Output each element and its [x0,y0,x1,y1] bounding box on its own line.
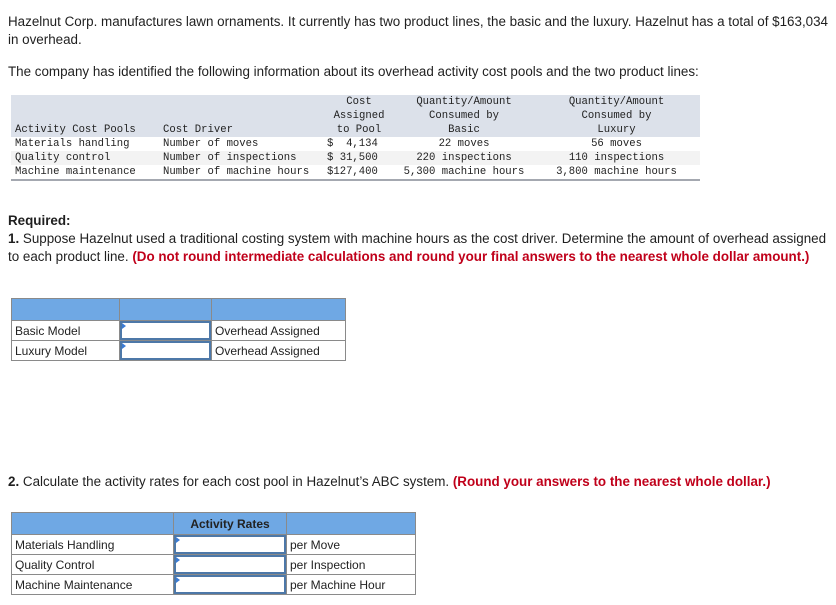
overhead-assigned-table [11,298,346,361]
cost-assigned: $ 31,500 [323,151,395,165]
answer-cell [174,575,287,595]
activity-rates-table [11,512,416,595]
table-row [12,341,346,361]
col-header-basic: Quantity/Amount Consumed by Basic [395,95,533,137]
row-unit: per Inspection [287,555,416,575]
answer-cell [174,555,287,575]
cost-assigned: $127,400 [327,166,378,178]
question-1-text: Suppose Hazelnut used a traditional costing system with machine hours as the cost driver. Determine the amount of overhead assigned to each product line. [8,231,827,264]
header-cell [212,299,346,321]
answer-cell [174,535,287,555]
row-label: Luxury Model [12,341,120,361]
header-cell [12,299,120,321]
col-header-luxury: Quantity/Amount Consumed by Luxury [533,95,700,137]
table-row [12,321,346,341]
question-2-number: 2. [8,474,20,489]
luxury-quantity: 56 moves [591,138,642,150]
answer-cell [120,321,212,341]
question-2-instruction: (Round your answers to the nearest whole dollar.) [452,474,771,489]
row-label: Basic Model [12,321,120,341]
luxury-quantity: 3,800 machine hours [556,166,677,178]
row-label: Quality Control [12,555,174,575]
pool-name: Quality control [11,151,159,165]
activity-cost-pools-table [11,95,700,181]
basic-quantity: 5,300 machine hours [403,166,525,178]
materials-handling-rate-input[interactable] [174,535,286,554]
pool-name: Machine maintenance [15,166,136,178]
luxury-model-overhead-input[interactable] [120,341,211,360]
col-header-cost: Cost Assigned to Pool [323,95,395,137]
required-heading: Required: [8,213,71,228]
table-row [11,165,700,180]
luxury-quantity: 110 inspections [533,151,700,165]
question-1-instruction: (Do not round intermediate calculations and round your final answers to the nearest whole dollar amount.) [132,249,810,264]
intro-paragraph-1: Hazelnut Corp. manufactures lawn ornaments. It currently has two product lines, the basic and the luxury. Hazelnut has a total of $163,034 in overhead. [8,14,829,47]
question-1-number: 1. [8,231,20,246]
header-cell [120,299,212,321]
intro-paragraph-2: The company has identified the following information about its overhead activity cost pools and the two product lines: [8,64,699,79]
cost-driver: Number of moves [163,138,259,150]
basic-quantity: 220 inspections [395,151,533,165]
cost-assigned: $ 4,134 [327,138,378,150]
row-unit: per Machine Hour [287,575,416,595]
header-activity-rates: Activity Rates [174,513,287,535]
quality-control-rate-input[interactable] [174,555,286,574]
table-row [12,575,416,595]
basic-quantity: 22 moves [438,138,490,150]
row-label: Machine Maintenance [12,575,174,595]
row-label: Materials Handling [12,535,174,555]
cost-driver: Number of inspections [159,151,323,165]
table-row [11,151,700,165]
answer-cell [120,341,212,361]
table-row [12,555,416,575]
table-row [11,137,700,151]
col-header-pools: Activity Cost Pools [11,95,159,137]
row-unit: Overhead Assigned [212,341,346,361]
header-cell [12,513,174,535]
table-row [12,535,416,555]
header-cell [287,513,416,535]
pool-name: Materials handling [15,138,130,150]
cost-driver: Number of machine hours [163,166,310,178]
basic-model-overhead-input[interactable] [120,321,211,340]
question-2-text: Calculate the activity rates for each cost pool in Hazelnut’s ABC system. [19,474,453,489]
question-1 [8,230,834,266]
required-section [8,212,834,266]
machine-maintenance-rate-input[interactable] [174,575,286,594]
col-header-driver: Cost Driver [159,95,323,137]
row-unit: per Move [287,535,416,555]
row-unit: Overhead Assigned [212,321,346,341]
question-2 [8,473,834,491]
